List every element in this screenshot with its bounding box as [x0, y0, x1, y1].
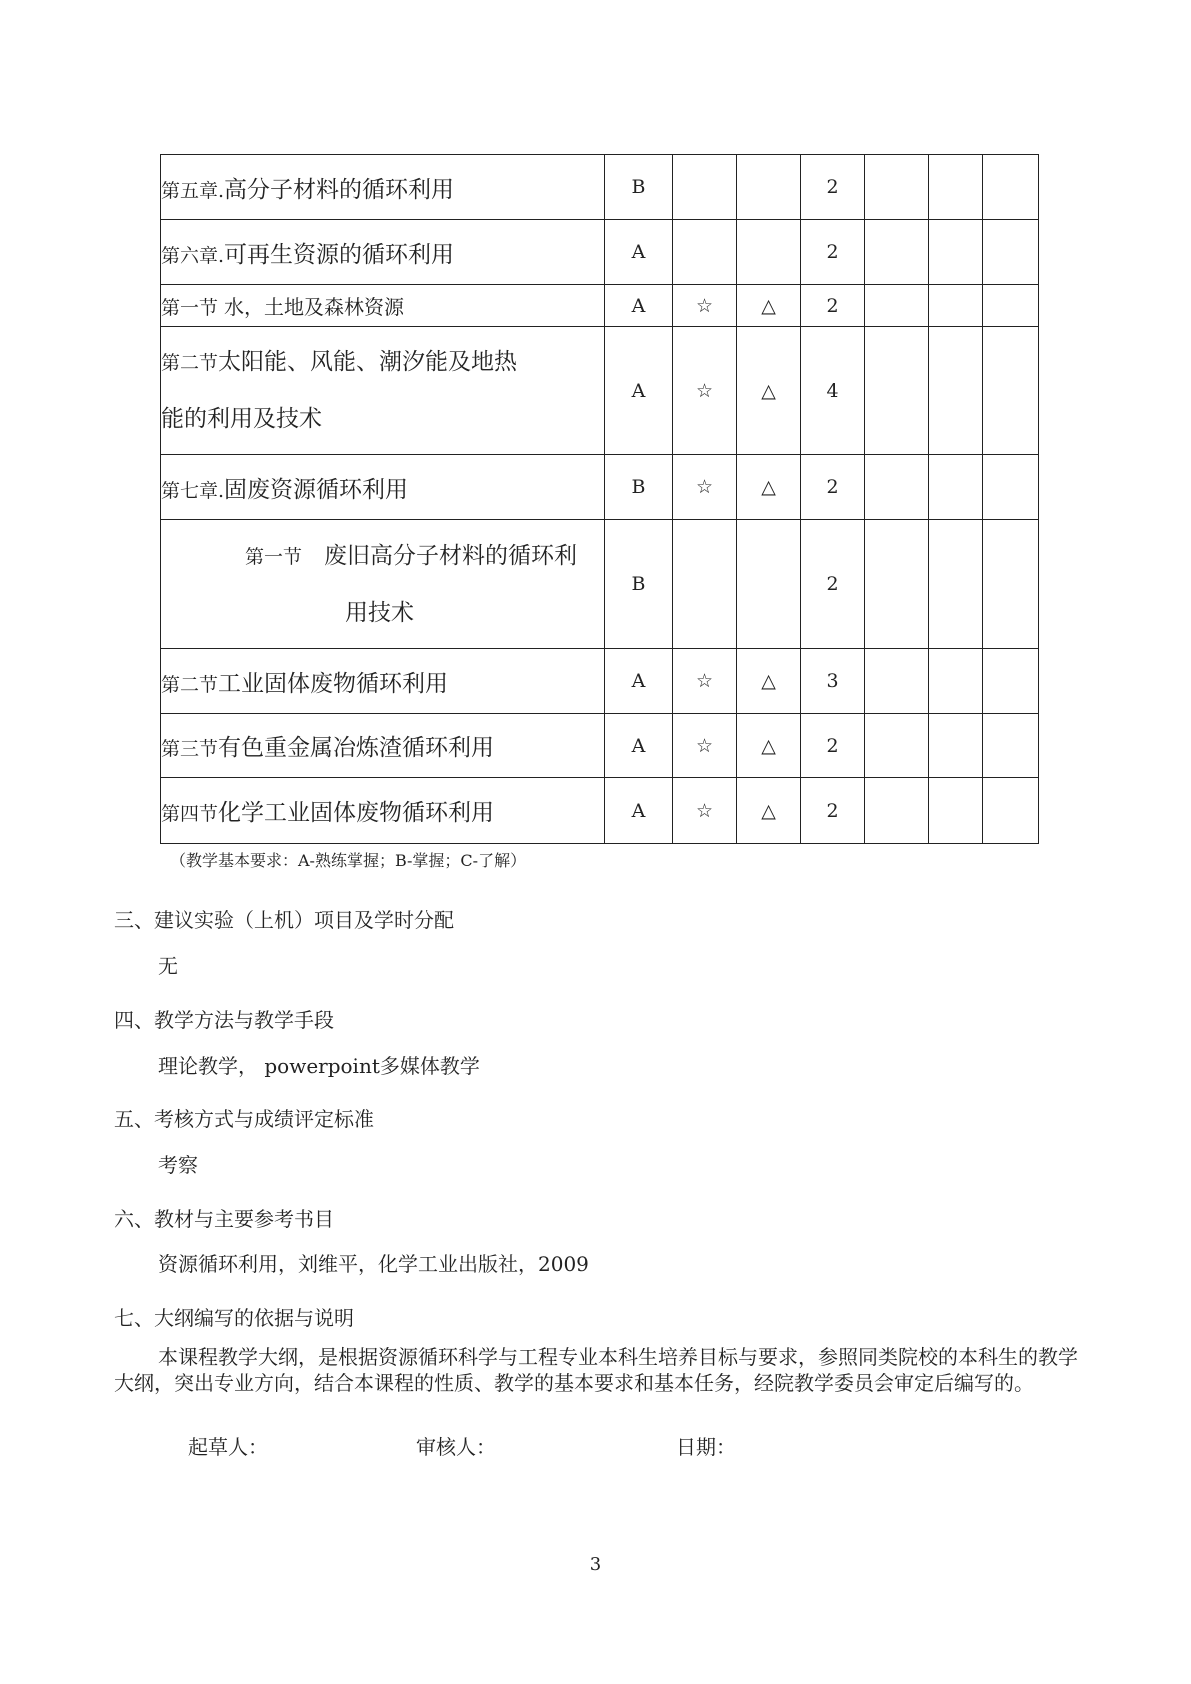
triangle-cell: △: [737, 778, 801, 844]
section-3-body: 无: [158, 954, 178, 978]
section-4-body: 理论教学， powerpoint多媒体教学: [158, 1054, 480, 1078]
syllabus-table: [160, 154, 1039, 844]
empty-cell: [865, 520, 929, 649]
star-cell: [673, 220, 737, 285]
empty-cell: [983, 220, 1039, 285]
row-title: 第六章.可再生资源的循环利用: [161, 220, 605, 285]
requirement-cell: B: [605, 155, 673, 220]
empty-cell: [865, 285, 929, 327]
reviewer-label: 审核人：: [416, 1435, 496, 1459]
empty-cell: [929, 455, 983, 520]
star-cell: ☆: [673, 285, 737, 327]
hours-cell: 2: [801, 455, 865, 520]
empty-cell: [865, 714, 929, 778]
empty-cell: [865, 455, 929, 520]
table-row: [161, 155, 1039, 220]
star-cell: ☆: [673, 455, 737, 520]
empty-cell: [983, 155, 1039, 220]
table-row: [161, 714, 1039, 778]
row-title: 第一节 水，土地及森林资源: [161, 285, 605, 327]
drafter-label: 起草人：: [188, 1435, 268, 1459]
empty-cell: [865, 220, 929, 285]
hours-cell: 2: [801, 220, 865, 285]
empty-cell: [983, 327, 1039, 455]
requirement-cell: A: [605, 285, 673, 327]
table-row: [161, 220, 1039, 285]
table-row: [161, 455, 1039, 520]
table-row: [161, 327, 1039, 455]
date-label: 日期：: [676, 1435, 736, 1459]
section-3-heading: 三、建议实验（上机）项目及学时分配: [114, 908, 454, 932]
requirement-cell: A: [605, 714, 673, 778]
hours-cell: 2: [801, 155, 865, 220]
section-5-heading: 五、考核方式与成绩评定标准: [114, 1107, 374, 1131]
section-6-heading: 六、教材与主要参考书目: [114, 1207, 334, 1231]
star-cell: [673, 155, 737, 220]
empty-cell: [929, 714, 983, 778]
requirement-cell: A: [605, 649, 673, 714]
empty-cell: [929, 285, 983, 327]
requirement-cell: B: [605, 520, 673, 649]
section-7-body: 本课程教学大纲，是根据资源循环科学与工程专业本科生培养目标与要求，参照同类院校的本科生的教学大纲，突出专业方向，结合本课程的性质、教学的基本要求和基本任务，经院教学委员会审定后编写的。: [114, 1345, 1078, 1395]
requirement-cell: A: [605, 778, 673, 844]
empty-cell: [929, 778, 983, 844]
requirement-cell: A: [605, 220, 673, 285]
triangle-cell: △: [737, 285, 801, 327]
triangle-cell: △: [737, 714, 801, 778]
row-title: 第二节工业固体废物循环利用: [161, 649, 605, 714]
empty-cell: [983, 285, 1039, 327]
row-title: 第七章.固废资源循环利用: [161, 455, 605, 520]
requirement-legend-note: （教学基本要求：A-熟练掌握；B-掌握；C-了解）: [170, 851, 527, 870]
hours-cell: 2: [801, 714, 865, 778]
hours-cell: 3: [801, 649, 865, 714]
empty-cell: [929, 220, 983, 285]
empty-cell: [983, 520, 1039, 649]
triangle-cell: [737, 155, 801, 220]
hours-cell: 2: [801, 285, 865, 327]
empty-cell: [865, 327, 929, 455]
row-title: 第一节 废旧高分子材料的循环利 用技术: [161, 520, 605, 649]
empty-cell: [983, 455, 1039, 520]
star-cell: ☆: [673, 327, 737, 455]
empty-cell: [929, 327, 983, 455]
requirement-cell: A: [605, 327, 673, 455]
section-5-body: 考察: [158, 1153, 198, 1177]
triangle-cell: △: [737, 455, 801, 520]
requirement-cell: B: [605, 455, 673, 520]
page-number: 3: [589, 1554, 602, 1575]
hours-cell: 4: [801, 327, 865, 455]
empty-cell: [865, 778, 929, 844]
triangle-cell: △: [737, 649, 801, 714]
star-cell: ☆: [673, 649, 737, 714]
row-title: 第四节化学工业固体废物循环利用: [161, 778, 605, 844]
star-cell: ☆: [673, 714, 737, 778]
star-cell: ☆: [673, 778, 737, 844]
empty-cell: [929, 649, 983, 714]
row-title: 第二节太阳能、风能、潮汐能及地热 能的利用及技术: [161, 327, 605, 455]
section-7-heading: 七、大纲编写的依据与说明: [114, 1306, 354, 1330]
hours-cell: 2: [801, 778, 865, 844]
table-row: [161, 778, 1039, 844]
row-title: 第三节有色重金属冶炼渣循环利用: [161, 714, 605, 778]
triangle-cell: △: [737, 327, 801, 455]
empty-cell: [865, 649, 929, 714]
empty-cell: [865, 155, 929, 220]
table-row: [161, 649, 1039, 714]
empty-cell: [983, 714, 1039, 778]
triangle-cell: [737, 220, 801, 285]
empty-cell: [929, 520, 983, 649]
table-row: [161, 285, 1039, 327]
empty-cell: [983, 649, 1039, 714]
empty-cell: [983, 778, 1039, 844]
section-4-heading: 四、教学方法与教学手段: [114, 1008, 334, 1032]
empty-cell: [929, 155, 983, 220]
row-title: 第五章.高分子材料的循环利用: [161, 155, 605, 220]
triangle-cell: [737, 520, 801, 649]
star-cell: [673, 520, 737, 649]
section-6-body: 资源循环利用，刘维平，化学工业出版社，2009: [158, 1252, 589, 1276]
table-row: [161, 520, 1039, 649]
hours-cell: 2: [801, 520, 865, 649]
